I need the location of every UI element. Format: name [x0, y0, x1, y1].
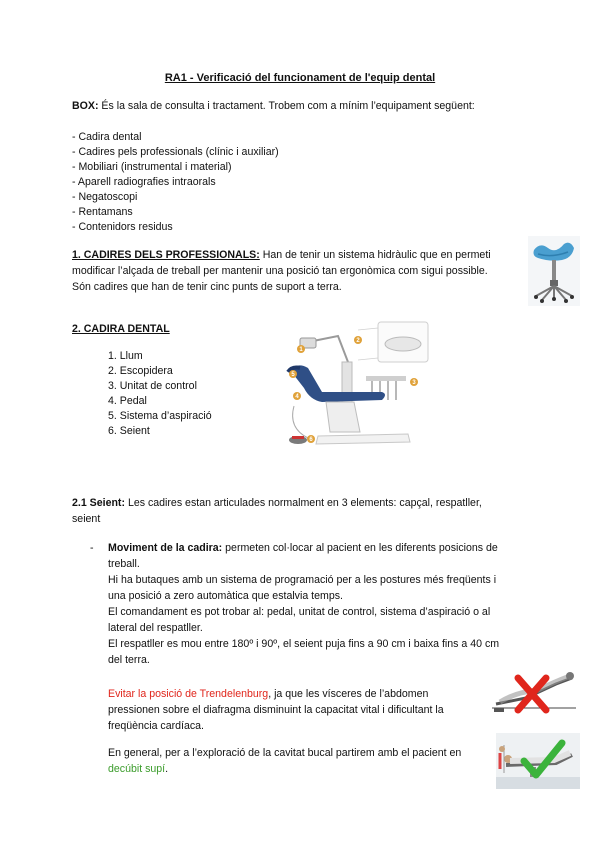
dental-chair-image — [278, 318, 430, 448]
callout-6: 6 — [309, 437, 313, 443]
decubit-supi: decúbit supí — [108, 763, 166, 775]
callout-2: 2 — [356, 338, 360, 344]
list-item: 1. Llum — [108, 350, 143, 362]
general-paragraph — [108, 746, 461, 776]
section21-label: 2.1 Seient: — [72, 497, 125, 509]
box-intro — [72, 99, 475, 113]
section1-heading: 1. CADIRES DELS PROFESSIONALS: — [72, 249, 260, 261]
equipment-list — [72, 130, 279, 235]
list-item: - Aparell radiografies intraorals — [72, 176, 216, 188]
movement-line: lateral del respatller. — [108, 622, 203, 634]
list-item: - Negatoscopi — [72, 191, 138, 203]
section2-heading-text: 2. CADIRA DENTAL — [72, 323, 170, 335]
box-label: BOX: — [72, 100, 99, 112]
trendelenburg-rest: , ja que les vísceres de l’abdomen — [268, 688, 429, 700]
trendelenburg-warning: Evitar la posició de Trendelenburg — [108, 688, 269, 700]
page-title: RA1 - Verificació del funcionament de l'equip dental — [164, 72, 436, 84]
section21-line1: Les cadires estan articulades normalment en 3 elements: capçal, respatller, — [125, 497, 482, 509]
list-item: - Cadires pels professionals (clínic i auxiliar) — [72, 146, 279, 158]
callout-3: 3 — [412, 380, 416, 386]
list-item: 4. Pedal — [108, 395, 147, 407]
list-item: 5. Sistema d’aspiració — [108, 410, 212, 422]
section-seat — [72, 496, 482, 526]
movement-line: del terra. — [108, 654, 150, 666]
section21-line2: seient — [72, 513, 101, 525]
list-item: 2. Escopidera — [108, 365, 173, 377]
movement-line: El comandament es pot trobar al: pedal, unitat de control, sistema d’aspiració o al — [108, 606, 491, 618]
trendelenburg-line2: pressionen sobre el diafragma disminuint la capacitat vital i dificultant la — [108, 704, 444, 716]
trendelenburg-paragraph — [108, 687, 444, 733]
list-item: 6. Seient — [108, 425, 150, 437]
list-item: 3. Unitat de control — [108, 380, 197, 392]
callout-5: 5 — [291, 372, 295, 378]
section1-line3: Són cadires que han de tenir cinc punts de suport a terra. — [72, 281, 342, 293]
list-item: - Cadira dental — [72, 131, 142, 143]
callout-4: 4 — [295, 394, 299, 400]
list-item: - Rentamans — [72, 206, 133, 218]
saddle-stool-image — [528, 236, 580, 306]
movement-line: El respatller es mou entre 180º i 90º, el seient puja fins a 90 cm i baixa fins a 40 cm — [108, 638, 500, 650]
section2-heading — [72, 322, 170, 336]
list-item: - Contenidors residus — [72, 221, 173, 233]
supine-position-image — [496, 733, 580, 789]
movement-line: permeten col·locar al pacient en les diferents posicions de — [222, 542, 498, 554]
movement-line: una posició a zero automàtica que estalvia temps. — [108, 590, 343, 602]
list-item: - Mobiliari (instrumental i material) — [72, 161, 232, 173]
box-text: És la sala de consulta i tractament. Trobem com a mínim l’equipament següent: — [98, 100, 475, 112]
section1-line2: modificar l’alçada de treball per mantenir una posició tan ergonòmica com sigui possible. — [72, 265, 488, 277]
movement-line: treball. — [108, 558, 140, 570]
chair-parts-list — [108, 349, 212, 439]
section1-line1: Han de tenir un sistema hidràulic que en permeti — [259, 249, 491, 261]
trendelenburg-image — [486, 668, 582, 718]
general-end: . — [165, 763, 169, 775]
movement-paragraph — [108, 541, 499, 667]
movement-label: Moviment de la cadira: — [108, 542, 223, 554]
callout-1: 1 — [299, 347, 303, 353]
bullet-dash: - — [90, 542, 94, 554]
movement-line: Hi ha butaques amb un sistema de programació per a les postures més freqüents i — [108, 574, 497, 586]
trendelenburg-line3: freqüència cardíaca. — [108, 720, 204, 732]
section-professional-chairs — [72, 248, 491, 294]
general-line1: En general, per a l’exploració de la cavitat bucal partirem amb el pacient en — [108, 747, 462, 759]
